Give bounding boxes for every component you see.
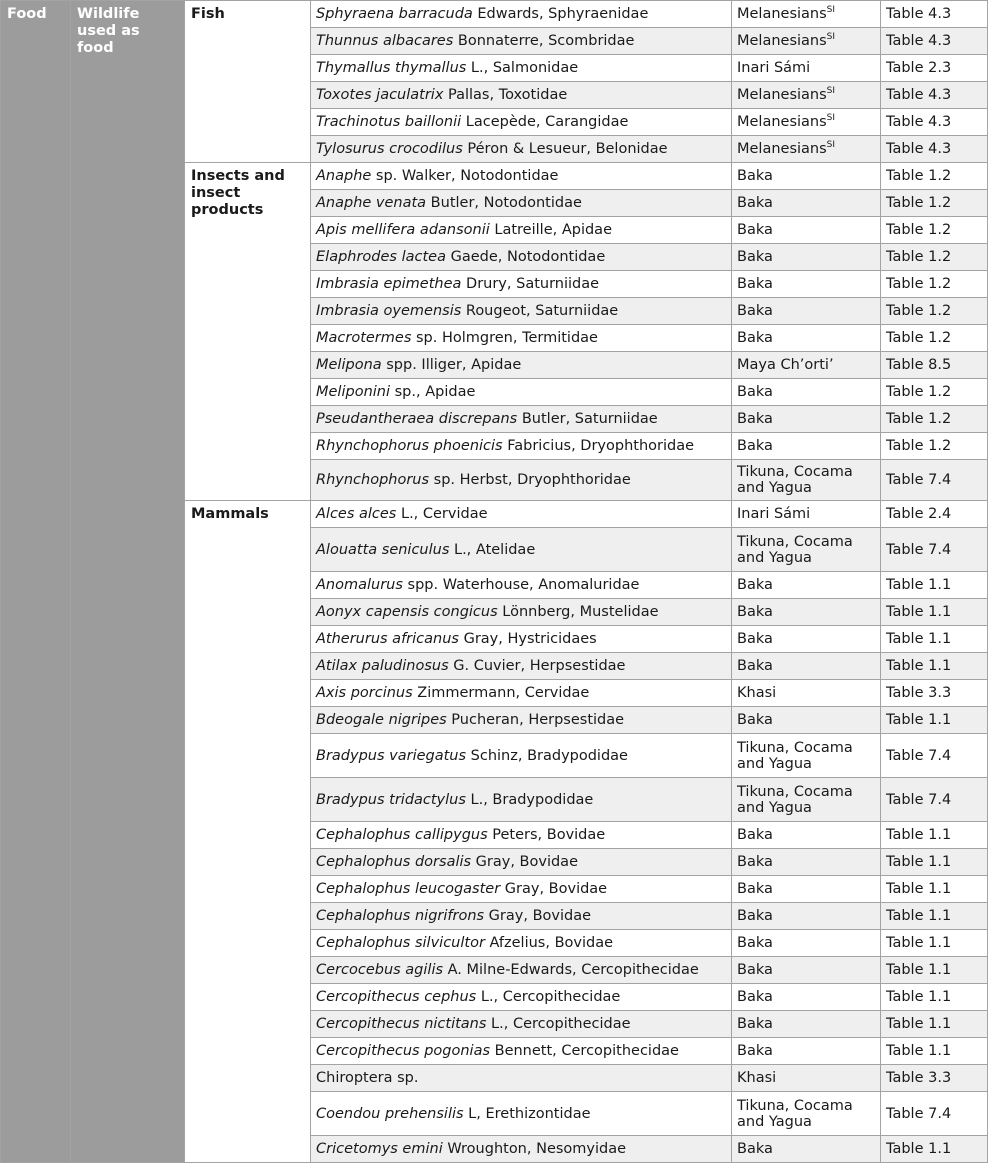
table-ref-cell: Table 3.3	[881, 1065, 988, 1092]
culture-cell	[732, 190, 881, 217]
culture-cell	[732, 849, 881, 876]
table-ref-cell: Table 4.3	[881, 82, 988, 109]
culture-cell	[732, 406, 881, 433]
culture-name: Inari Sámi	[737, 60, 811, 76]
scientific-name: Rhynchophorus	[316, 472, 430, 488]
culture-name: Baka	[737, 276, 773, 292]
species-cell	[311, 849, 732, 876]
scientific-name: Cricetomys emini	[316, 1141, 443, 1157]
species-cell	[311, 28, 732, 55]
group-cell: Mammals	[185, 501, 311, 1163]
authority-family: L., Cercopithecidae	[476, 989, 621, 1005]
scientific-name: Thunnus albacares	[316, 33, 454, 49]
scientific-name: Cephalophus nigrifrons	[316, 908, 485, 924]
culture-superscript: SI	[826, 140, 836, 151]
culture-name: Baka	[737, 935, 773, 951]
table-ref-cell: Table 4.3	[881, 136, 988, 163]
subcategory-cell: Wildlife used as food	[71, 1, 185, 1163]
species-cell	[311, 957, 732, 984]
scientific-name: Rhynchophorus phoenicis	[316, 438, 503, 454]
culture-cell	[732, 379, 881, 406]
culture-cell	[732, 1011, 881, 1038]
species-cell	[311, 653, 732, 680]
culture-name: Baka	[737, 384, 773, 400]
authority-family: L., Atelidae	[449, 541, 536, 558]
culture-superscript: SI	[826, 5, 836, 16]
species-cell	[311, 406, 732, 433]
table-ref-cell: Table 7.4	[881, 734, 988, 778]
culture-name: Baka	[737, 411, 773, 427]
scientific-name: Anaphe	[316, 168, 372, 184]
species-cell	[311, 1065, 732, 1092]
culture-cell	[732, 778, 881, 822]
species-cell	[311, 298, 732, 325]
table-ref-cell: Table 1.2	[881, 325, 988, 352]
table-ref-cell: Table 1.2	[881, 406, 988, 433]
culture-cell	[732, 217, 881, 244]
scientific-name: Atherurus africanus	[316, 631, 459, 647]
culture-name: Baka	[737, 989, 773, 1005]
species-cell	[311, 352, 732, 379]
culture-cell	[732, 136, 881, 163]
authority-family: L., Cercopithecidae	[486, 1016, 631, 1032]
species-cell	[311, 460, 732, 501]
culture-cell	[732, 957, 881, 984]
culture-name: Inari Sámi	[737, 506, 811, 522]
scientific-name: Sphyraena barracuda	[316, 6, 473, 22]
scientific-name: Cephalophus callipygus	[316, 827, 488, 843]
authority-family: sp. Walker, Notodontidae	[371, 168, 559, 184]
table-ref-cell: Table 1.1	[881, 903, 988, 930]
species-cell	[311, 433, 732, 460]
culture-cell	[732, 734, 881, 778]
species-cell	[311, 680, 732, 707]
scientific-name: Atilax paludinosus	[316, 658, 449, 674]
table-ref-cell: Table 7.4	[881, 1092, 988, 1136]
culture-name: Baka	[737, 438, 773, 454]
culture-cell	[732, 460, 881, 501]
culture-name: Melanesians	[737, 33, 827, 49]
species-cell	[311, 528, 732, 572]
culture-name: Baka	[737, 249, 773, 265]
culture-cell	[732, 325, 881, 352]
authority-family: Edwards, Sphyraenidae	[472, 6, 649, 22]
culture-name: Baka	[737, 330, 773, 346]
scientific-name: Elaphrodes lactea	[316, 249, 446, 265]
species-cell	[311, 244, 732, 271]
authority-family: L., Bradypodidae	[465, 791, 594, 808]
category-cell: Food	[1, 1, 71, 1163]
table-ref-cell: Table 1.1	[881, 1136, 988, 1163]
species-cell	[311, 822, 732, 849]
authority-family: Butler, Notodontidae	[426, 195, 582, 211]
scientific-name: Toxotes jaculatrix	[316, 87, 444, 103]
culture-name: Baka	[737, 908, 773, 924]
species-cell	[311, 1, 732, 28]
species-cell	[311, 109, 732, 136]
culture-cell	[732, 82, 881, 109]
culture-cell	[732, 653, 881, 680]
culture-cell	[732, 572, 881, 599]
species-cell	[311, 707, 732, 734]
species-cell	[311, 626, 732, 653]
table-ref-cell: Table 2.3	[881, 55, 988, 82]
culture-cell	[732, 680, 881, 707]
culture-name: Melanesians	[737, 87, 827, 103]
species-cell	[311, 163, 732, 190]
culture-superscript: SI	[826, 32, 836, 43]
culture-cell	[732, 352, 881, 379]
culture-name: Baka	[737, 604, 773, 620]
authority-family: Gray, Bovidae	[471, 854, 578, 870]
table-ref-cell: Table 4.3	[881, 1, 988, 28]
table-ref-cell: Table 1.2	[881, 271, 988, 298]
authority-family: Bennett, Cercopithecidae	[490, 1043, 679, 1059]
species-cell	[311, 217, 732, 244]
culture-cell	[732, 626, 881, 653]
scientific-name: Imbrasia oyemensis	[316, 303, 462, 319]
culture-cell	[732, 1136, 881, 1163]
scientific-name: Cercocebus agilis	[316, 962, 444, 978]
scientific-name: Anaphe venata	[316, 195, 427, 211]
culture-cell	[732, 501, 881, 528]
species-cell	[311, 876, 732, 903]
culture-name: Baka	[737, 854, 773, 870]
culture-cell	[732, 298, 881, 325]
species-cell	[311, 778, 732, 822]
culture-cell	[732, 822, 881, 849]
table-ref-cell: Table 8.5	[881, 352, 988, 379]
table-ref-cell: Table 7.4	[881, 460, 988, 501]
table-ref-cell: Table 1.2	[881, 298, 988, 325]
culture-cell	[732, 163, 881, 190]
culture-name: Khasi	[737, 685, 777, 701]
culture-name: Tikuna, Cocama and Yagua	[737, 464, 853, 496]
scientific-name: Cephalophus dorsalis	[316, 854, 472, 870]
culture-cell	[732, 1038, 881, 1065]
scientific-name: Cercopithecus pogonias	[316, 1043, 491, 1059]
authority-family: Schinz, Bradypodidae	[466, 747, 628, 764]
species-cell	[311, 1011, 732, 1038]
table-ref-cell: Table 1.1	[881, 1038, 988, 1065]
scientific-name: Axis porcinus	[316, 685, 413, 701]
culture-name: Melanesians	[737, 114, 827, 130]
scientific-name: Meliponini	[316, 384, 391, 400]
culture-name: Maya Ch’orti’	[737, 357, 834, 373]
authority-family: sp. Holmgren, Termitidae	[411, 330, 598, 346]
authority-family: sp., Apidae	[390, 384, 476, 400]
table-ref-cell: Table 1.1	[881, 930, 988, 957]
authority-family: Zimmermann, Cervidae	[412, 685, 590, 701]
authority-family: Afzelius, Bovidae	[484, 935, 614, 951]
scientific-name: Aonyx capensis congicus	[316, 604, 498, 620]
scientific-name: Cercopithecus cephus	[316, 989, 477, 1005]
culture-name: Baka	[737, 168, 773, 184]
species-cell	[311, 1092, 732, 1136]
species-cell	[311, 1136, 732, 1163]
authority-family: Rougeot, Saturniidae	[461, 303, 619, 319]
table-ref-cell: Table 1.2	[881, 217, 988, 244]
authority-family: Gray, Hystricidaes	[458, 631, 597, 647]
table-ref-cell: Table 1.1	[881, 849, 988, 876]
culture-name: Baka	[737, 303, 773, 319]
group-cell: Fish	[185, 1, 311, 163]
table-ref-cell: Table 7.4	[881, 778, 988, 822]
table-ref-cell: Table 1.1	[881, 1011, 988, 1038]
authority-family: Drury, Saturniidae	[461, 276, 600, 292]
scientific-name: Macrotermes	[316, 330, 412, 346]
scientific-name: Tylosurus crocodilus	[316, 141, 463, 157]
authority-family: sp. Herbst, Dryophthoridae	[429, 472, 631, 488]
culture-name: Baka	[737, 658, 773, 674]
table-ref-cell: Table 1.1	[881, 707, 988, 734]
authority-family: L, Erethizontidae	[463, 1105, 591, 1122]
culture-cell	[732, 984, 881, 1011]
species-cell	[311, 1038, 732, 1065]
authority-family: Lönnberg, Mustelidae	[497, 604, 659, 620]
table-ref-cell: Table 1.1	[881, 599, 988, 626]
culture-name: Baka	[737, 881, 773, 897]
authority-family: Fabricius, Dryophthoridae	[502, 438, 695, 454]
culture-superscript: SI	[826, 113, 836, 124]
species-cell	[311, 136, 732, 163]
table-ref-cell: Table 7.4	[881, 528, 988, 572]
culture-name: Baka	[737, 195, 773, 211]
authority-family: L., Cervidae	[396, 506, 488, 522]
table-ref-cell: Table 1.2	[881, 244, 988, 271]
table-ref-cell: Table 1.1	[881, 653, 988, 680]
culture-name: Baka	[737, 1141, 773, 1157]
scientific-name: Trachinotus baillonii	[316, 114, 462, 130]
species-cell	[311, 325, 732, 352]
authority-family: Gray, Bovidae	[500, 881, 608, 897]
scientific-name: Cephalophus silvicultor	[316, 935, 485, 951]
scientific-name: Alces alces	[316, 506, 397, 522]
table-ref-cell: Table 1.1	[881, 876, 988, 903]
culture-name: Baka	[737, 827, 773, 843]
culture-name: Khasi	[737, 1070, 777, 1086]
table-ref-cell: Table 1.1	[881, 572, 988, 599]
culture-cell	[732, 930, 881, 957]
table-ref-cell: Table 4.3	[881, 28, 988, 55]
authority-family: A. Milne-Edwards, Cercopithecidae	[443, 962, 699, 978]
authority-family: Wroughton, Nesomyidae	[442, 1141, 627, 1157]
species-cell	[311, 55, 732, 82]
table-ref-cell: Table 1.1	[881, 957, 988, 984]
culture-name: Baka	[737, 712, 773, 728]
table-ref-cell: Table 3.3	[881, 680, 988, 707]
scientific-name: Alouatta seniculus	[316, 541, 450, 558]
species-cell	[311, 572, 732, 599]
species-cell	[311, 984, 732, 1011]
table-ref-cell: Table 1.1	[881, 626, 988, 653]
culture-cell	[732, 903, 881, 930]
authority-family: spp. Illiger, Apidae	[381, 357, 522, 373]
species-cell	[311, 734, 732, 778]
authority-family: Pucheran, Herpsestidae	[446, 712, 625, 728]
culture-cell	[732, 433, 881, 460]
culture-name: Tikuna, Cocama and Yagua	[737, 533, 853, 566]
species-cell	[311, 190, 732, 217]
culture-cell	[732, 271, 881, 298]
table-ref-cell: Table 1.2	[881, 190, 988, 217]
species-cell	[311, 271, 732, 298]
table-ref-cell: Table 2.4	[881, 501, 988, 528]
culture-cell	[732, 1092, 881, 1136]
culture-cell	[732, 1065, 881, 1092]
culture-cell	[732, 876, 881, 903]
culture-name: Baka	[737, 1043, 773, 1059]
culture-cell	[732, 599, 881, 626]
table-ref-cell: Table 1.1	[881, 822, 988, 849]
scientific-name: Thymallus thymallus	[316, 60, 467, 76]
culture-name: Tikuna, Cocama and Yagua	[737, 783, 853, 816]
culture-cell	[732, 528, 881, 572]
culture-cell	[732, 244, 881, 271]
authority-family: spp. Waterhouse, Anomaluridae	[402, 577, 640, 593]
species-cell	[311, 930, 732, 957]
scientific-name: Anomalurus	[316, 577, 403, 593]
authority-family: Pallas, Toxotidae	[443, 87, 568, 103]
culture-name: Baka	[737, 962, 773, 978]
authority-family: Latreille, Apidae	[489, 222, 612, 238]
species-cell	[311, 82, 732, 109]
authority-family: Gray, Bovidae	[484, 908, 592, 924]
scientific-name: Imbrasia epimethea	[316, 276, 462, 292]
table-ref-cell: Table 1.2	[881, 433, 988, 460]
culture-name: Melanesians	[737, 141, 827, 157]
species-table-body	[1, 1, 988, 1163]
culture-cell	[732, 109, 881, 136]
culture-cell	[732, 28, 881, 55]
culture-cell	[732, 55, 881, 82]
scientific-name: Bradypus tridactylus	[316, 791, 466, 808]
scientific-name: Bdeogale nigripes	[316, 712, 447, 728]
culture-cell	[732, 1, 881, 28]
authority-family: Butler, Saturniidae	[517, 411, 658, 427]
authority-family: Gaede, Notodontidae	[445, 249, 606, 265]
authority-family: Bonnaterre, Scombridae	[453, 33, 635, 49]
scientific-name: Bradypus variegatus	[316, 747, 467, 764]
culture-cell	[732, 707, 881, 734]
table-ref-cell: Table 1.2	[881, 379, 988, 406]
group-cell: Insects and insect products	[185, 163, 311, 501]
scientific-name: Melipona	[316, 357, 382, 373]
scientific-name: Cephalophus leucogaster	[316, 881, 501, 897]
table-row	[1, 1, 988, 28]
culture-name: Tikuna, Cocama and Yagua	[737, 739, 853, 772]
species-cell	[311, 903, 732, 930]
authority-family: G. Cuvier, Herpsestidae	[448, 658, 626, 674]
culture-name: Tikuna, Cocama and Yagua	[737, 1097, 853, 1130]
table-ref-cell: Table 1.1	[881, 984, 988, 1011]
culture-name: Baka	[737, 577, 773, 593]
authority-family: Lacepède, Carangidae	[461, 114, 629, 130]
scientific-name: Cercopithecus nictitans	[316, 1016, 487, 1032]
scientific-name: Apis mellifera adansonii	[316, 222, 490, 238]
authority-family: Chiroptera sp.	[316, 1070, 419, 1086]
table-ref-cell: Table 1.2	[881, 163, 988, 190]
species-cell	[311, 501, 732, 528]
table-ref-cell: Table 4.3	[881, 109, 988, 136]
culture-superscript: SI	[826, 86, 836, 97]
culture-name: Baka	[737, 222, 773, 238]
authority-family: Péron & Lesueur, Belonidae	[462, 141, 668, 157]
species-cell	[311, 599, 732, 626]
species-cell	[311, 379, 732, 406]
scientific-name: Coendou prehensilis	[316, 1105, 464, 1122]
scientific-name: Pseudantheraea discrepans	[316, 411, 518, 427]
authority-family: L., Salmonidae	[466, 60, 579, 76]
culture-name: Baka	[737, 1016, 773, 1032]
authority-family: Peters, Bovidae	[487, 827, 606, 843]
culture-name: Baka	[737, 631, 773, 647]
culture-name: Melanesians	[737, 6, 827, 22]
